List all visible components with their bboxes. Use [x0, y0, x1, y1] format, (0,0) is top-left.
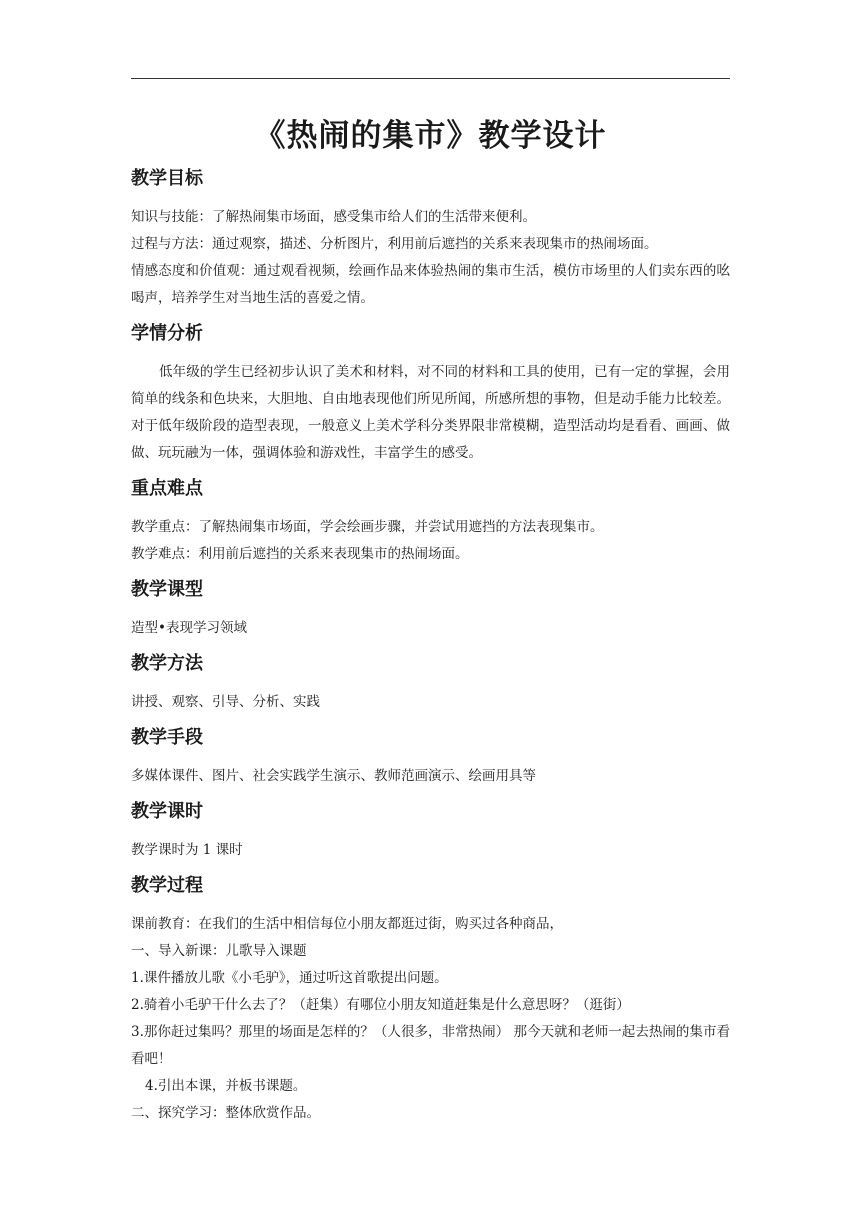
section-teaching-process	[131, 873, 730, 1127]
section-teaching-goals	[131, 166, 730, 312]
section-class-hours	[131, 799, 730, 864]
paragraph: 造型•表现学习领域	[131, 620, 247, 636]
paragraph: 4.引出本课，并板书课题。	[145, 1078, 307, 1094]
document-body	[131, 166, 730, 1136]
section-teaching-methods	[131, 651, 730, 716]
paragraph: 低年级的学生已经初步认识了美术和材料，对不同的材料和工具的使用，已有一定的掌握，会用简单的线条和色块来，大胆地、自由地表现他们所见所闻，所感所想的事物，但是动手能力比较差。对于低年级阶段的造型表现，一般意义上美术学科分类界限非常模糊，造型活动均是看看、画画、做做、玩玩融为一体，强调体验和游戏性，丰富学生的感受。	[131, 364, 730, 461]
paragraph: 过程与方法：通过观察，描述、分析图片，利用前后遮挡的关系来表现集市的热闹场面。	[131, 236, 658, 252]
paragraph: 3.那你赶过集吗？那里的场面是怎样的？（人很多，非常热闹） 那今天就和老师一起去热闹的集市看看吧！	[131, 1024, 730, 1067]
section-heading: 教学手段	[131, 727, 203, 748]
section-heading: 教学方法	[131, 653, 203, 674]
paragraph: 教学课时为 1 课时	[131, 842, 243, 858]
section-heading: 教学过程	[131, 875, 203, 896]
section-heading: 学情分析	[131, 323, 203, 344]
section-heading: 重点难点	[131, 478, 203, 499]
section-lesson-type	[131, 577, 730, 642]
paragraph: 教学重点：了解热闹集市场面，学会绘画步骤，并尝试用遮挡的方法表现集市。	[131, 519, 604, 535]
paragraph: 一、导入新课：儿歌导入课题	[131, 943, 307, 959]
paragraph: 知识与技能：了解热闹集市场面，感受集市给人们的生活带来便利。	[131, 209, 536, 225]
paragraph: 1.课件播放儿歌《小毛驴》，通过听这首歌提出问题。	[131, 970, 448, 986]
section-teaching-means	[131, 725, 730, 790]
paragraph: 情感态度和价值观：通过观看视频，绘画作品来体验热闹的集市生活，模仿市场里的人们卖东西的吆喝声，培养学生对当地生活的喜爱之情。	[131, 263, 730, 306]
paragraph: 2.骑着小毛驴干什么去了？（赶集）有哪位小朋友知道赶集是什么意思呀？（逛街）	[131, 997, 630, 1013]
section-key-points	[131, 476, 730, 568]
section-heading: 教学目标	[131, 168, 203, 189]
paragraph: 多媒体课件、图片、社会实践学生演示、教师范画演示、绘画用具等	[131, 768, 536, 784]
paragraph: 课前教育：在我们的生活中相信每位小朋友都逛过街，购买过各种商品，	[131, 916, 563, 932]
paragraph: 教学难点：利用前后遮挡的关系来表现集市的热闹场面。	[131, 546, 469, 562]
section-heading: 教学课时	[131, 801, 203, 822]
section-heading: 教学课型	[131, 579, 203, 600]
document-title: 《热闹的集市》教学设计	[254, 118, 607, 154]
section-learner-analysis	[131, 321, 730, 467]
paragraph: 讲授、观察、引导、分析、实践	[131, 694, 320, 710]
header-rule	[131, 78, 730, 79]
paragraph: 二、探究学习：整体欣赏作品。	[131, 1105, 320, 1121]
